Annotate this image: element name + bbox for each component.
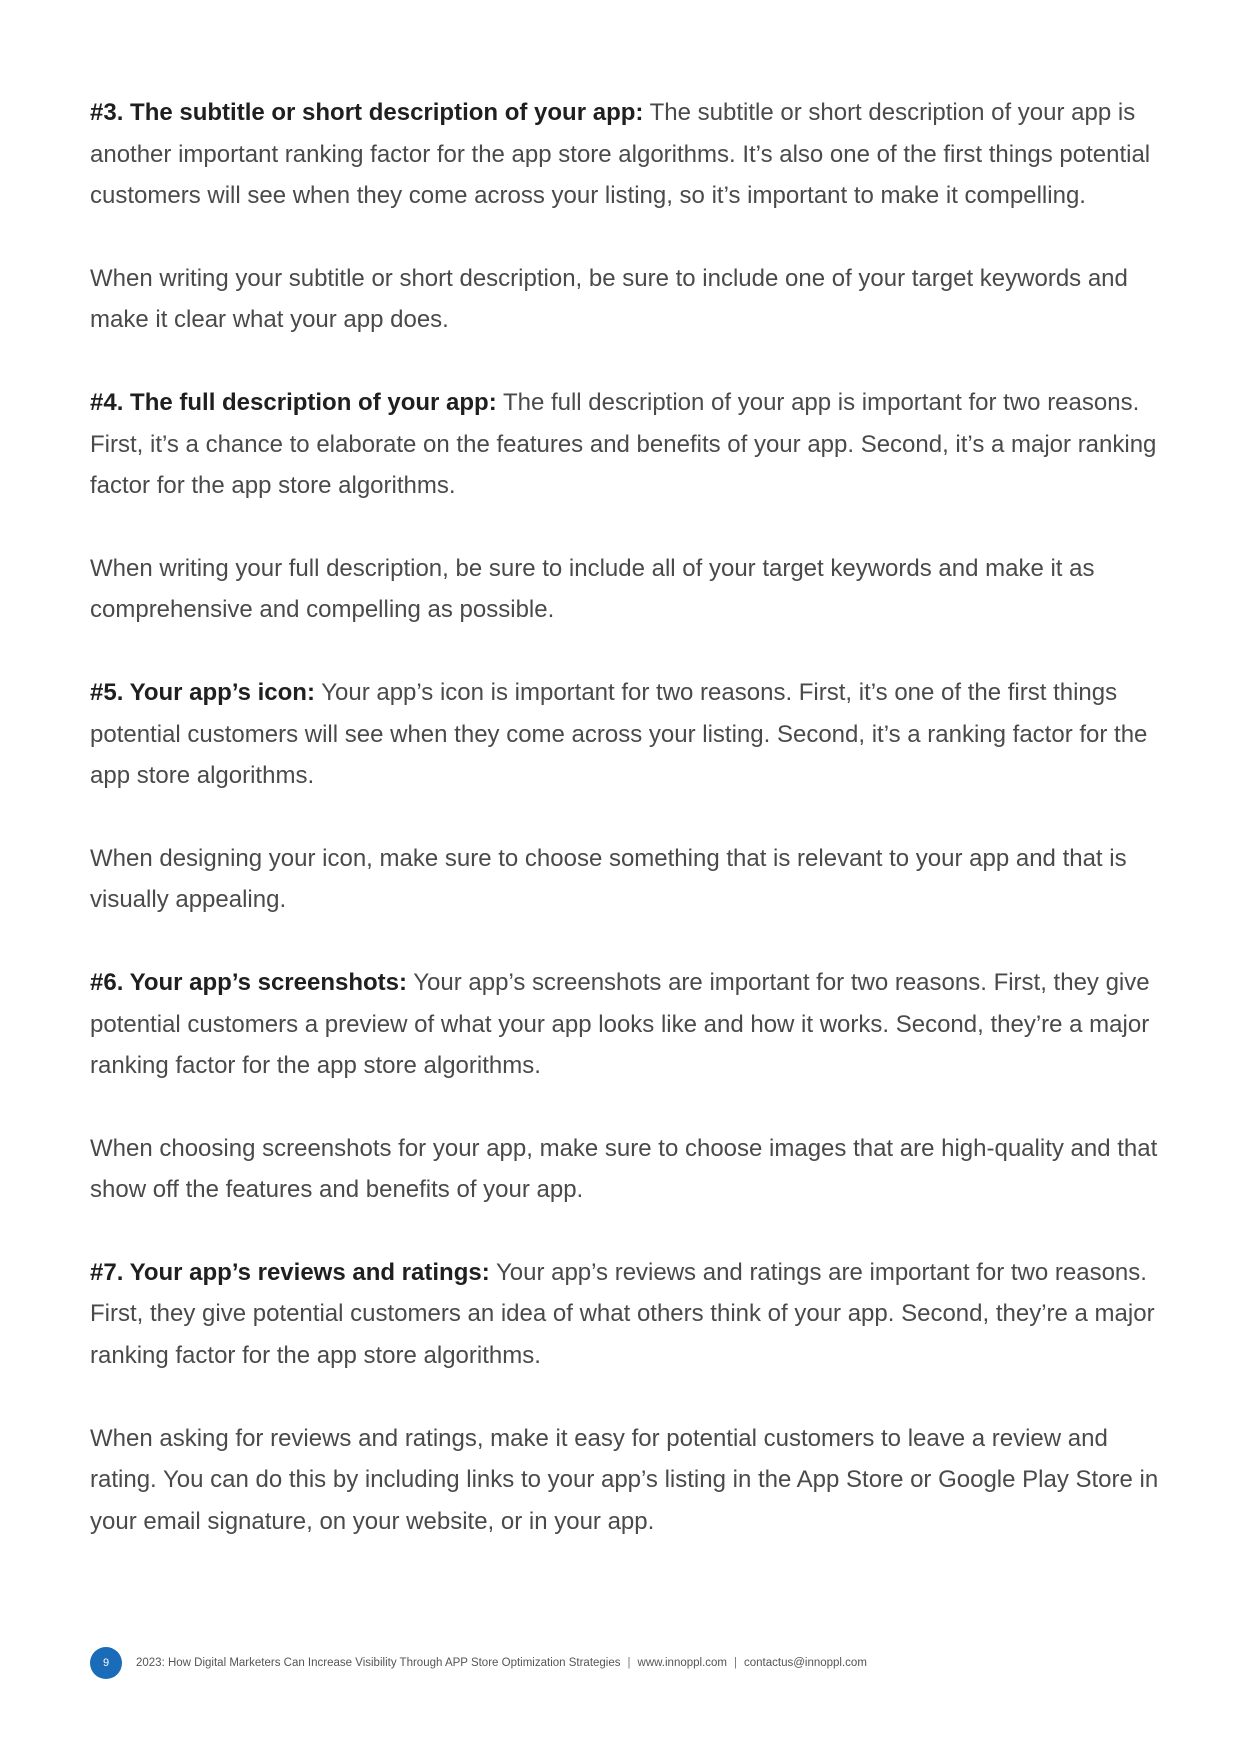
paragraph-heading: #3. The subtitle or short description of your app:	[90, 99, 644, 126]
page-number-badge: 9	[90, 1647, 122, 1679]
paragraph-text: When asking for reviews and ratings, make it easy for potential customers to leave a review and rating. You can do this by including links to your app’s listing in the App Store or Google Play Store in your email signature, on your website, or in your app.	[90, 1424, 1159, 1535]
paragraph-reviews-ratings	[90, 1252, 1165, 1377]
paragraph-subtitle-description	[90, 92, 1165, 217]
paragraph-text: When choosing screenshots for your app, make sure to choose images that are high-quality and that show off the features and benefits of your app.	[90, 1134, 1158, 1204]
paragraph-app-icon	[90, 672, 1165, 797]
paragraph-text: The subtitle or short description of your app is another important ranking factor for the app store algorithms. It’s also one of the first things potential customers will see when they come across your listing, so it’s important to make it compelling.	[90, 99, 1151, 210]
paragraph-app-icon-tip	[90, 838, 1165, 921]
paragraph-text: When designing your icon, make sure to choose something that is relevant to your app and that is visually appealing.	[90, 844, 1127, 914]
paragraph-full-description-tip	[90, 548, 1165, 631]
paragraph-heading: #6. Your app’s screenshots:	[90, 968, 408, 996]
page-footer	[90, 1647, 867, 1679]
paragraph-heading: #5. Your app’s icon:	[90, 678, 315, 706]
paragraph-text: When writing your full description, be sure to include all of your target keywords and make it as comprehensive and compelling as possible.	[90, 554, 1095, 624]
paragraph-subtitle-tip	[90, 258, 1165, 341]
footer-separator: |	[734, 1657, 737, 1669]
paragraph-text: Your app’s screenshots are important for two reasons. First, they give potential customers a preview of what your app looks like and how it works. Second, they’re a major ranking factor for the app store algorithms.	[90, 968, 1150, 1080]
paragraph-heading: #7. Your app’s reviews and ratings:	[90, 1258, 490, 1286]
paragraph-text: Your app’s icon is important for two reasons. First, it’s one of the first things potential customers will see when they come across your listing. Second, it’s a ranking factor for the app store algorithms.	[90, 678, 1148, 790]
footer-document-title: 2023: How Digital Marketers Can Increase Visibility Through APP Store Optimization Strategies	[136, 1657, 621, 1669]
paragraph-heading: #4. The full description of your app:	[90, 388, 497, 416]
paragraph-text: The full description of your app is important for two reasons. First, it’s a chance to elaborate on the features and benefits of your app. Second, it’s a major ranking factor for the app store algorithms.	[90, 388, 1157, 500]
article-body	[90, 92, 1165, 1583]
paragraph-text: Your app’s reviews and ratings are important for two reasons. First, they give potential customers an idea of what others think of your app. Second, they’re a major ranking factor for the app store algorithms.	[90, 1258, 1155, 1370]
paragraph-screenshots	[90, 962, 1165, 1087]
footer-email-link[interactable]: contactus@innoppl.com	[744, 1657, 867, 1669]
paragraph-screenshots-tip	[90, 1128, 1165, 1211]
paragraph-full-description	[90, 382, 1165, 507]
footer-website-link[interactable]: www.innoppl.com	[637, 1657, 727, 1669]
paragraph-text: When writing your subtitle or short description, be sure to include one of your target keywords and make it clear what your app does.	[90, 264, 1128, 334]
footer-separator: |	[627, 1657, 631, 1669]
paragraph-reviews-ratings-tip	[90, 1418, 1165, 1543]
